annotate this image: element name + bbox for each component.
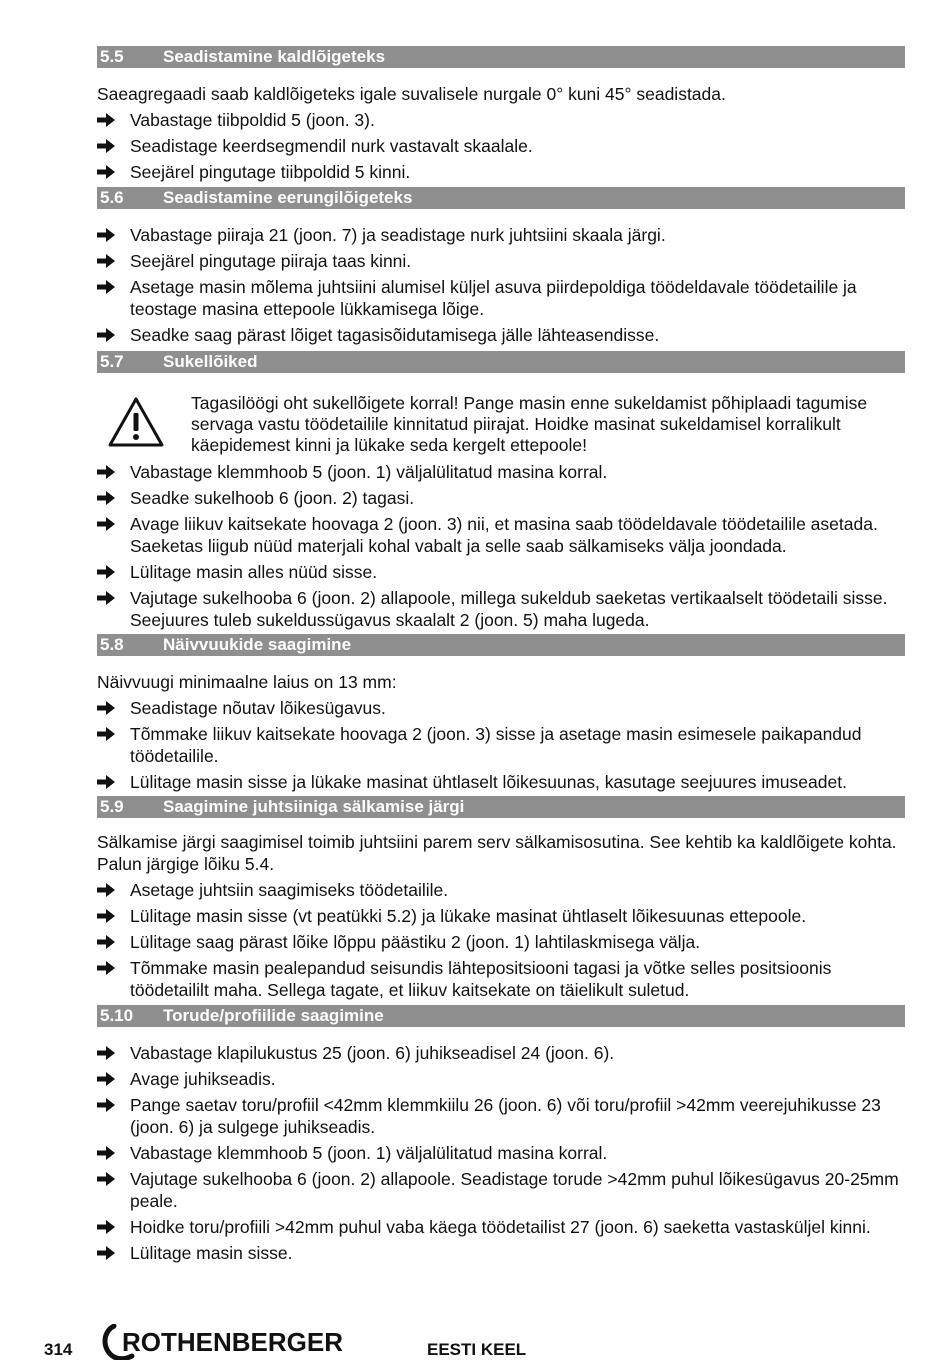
section-number: 5.9 (100, 797, 124, 816)
arrow-right-icon (97, 161, 130, 183)
list-item: Tõmmake masin pealepandud seisundis lähtepositsiooni tagasi ja võtke selles positsioonis töödetaililt maha. Sellega tagate, et liikuv kaitsekate on täielikult suletud. (97, 957, 905, 1001)
bullet-list (97, 1042, 905, 1264)
arrow-right-icon (97, 1216, 130, 1238)
arrow-right-icon (97, 1242, 130, 1264)
arrow-right-icon (97, 905, 130, 927)
brand-name: ROTHENBERGER (122, 1327, 344, 1357)
section-header-5-10 (97, 1005, 905, 1027)
list-item: Vajutage sukelhooba 6 (joon. 2) allapoole, millega sukeldub saeketas vertikaalselt töödetaili sisse. Seejuures tuleb sukeldussügavus skaalalt 2 (joon. 5) maha lugeda. (97, 587, 905, 631)
bullet-list (97, 697, 905, 793)
page-footer (0, 1322, 950, 1362)
section-header-5-5 (97, 46, 905, 68)
section-header-5-6 (97, 187, 905, 209)
list-item: Lülitage masin sisse. (97, 1242, 905, 1264)
arrow-right-icon (97, 513, 130, 557)
warning-text: Tagasilöögi oht sukellõigete korral! Pange masin enne sukeldamist põhiplaadi tagumise servaga vastu töödetailile kinnitatud piirajat. Hoidke masinat sukeldamisel korralikult käepidemest kinni ja lükake seda kergelt ettepoole! (191, 393, 868, 455)
list-item: Avage liikuv kaitsekate hoovaga 2 (joon. 3) nii, et masina saab töödeldavale töödetailile asetada. Saeketas liigub nüüd materjali kohal vabalt ja selle saab sälkamiseks välja joondada. (97, 513, 905, 557)
section-intro: Näivvuugi minimaalne laius on 13 mm: (97, 672, 397, 692)
list-item: Lülitage saag pärast lõike lõppu päästiku 2 (joon. 1) lahtilaskmisega välja. (97, 931, 905, 953)
list-item: Pange saetav toru/profiil <42mm klemmkiilu 26 (joon. 6) või toru/profiil >42mm veerejuhikusse 23 (joon. 6) ja sulgege juhikseadis. (97, 1094, 905, 1138)
section-header-5-8 (97, 634, 905, 656)
list-item: Vajutage sukelhooba 6 (joon. 2) allapoole. Seadistage torude >42mm puhul lõikesügavus 20-25mm peale. (97, 1168, 905, 1212)
section-header-5-9 (97, 796, 905, 818)
list-item: Tõmmake liikuv kaitsekate hoovaga 2 (joon. 3) sisse ja asetage masin esimesele paikapandud töödetailile. (97, 723, 905, 767)
arrow-right-icon (97, 1042, 130, 1064)
list-item: Vabastage klemmhoob 5 (joon. 1) väljalülitatud masina korral. (97, 461, 905, 483)
arrow-right-icon (97, 461, 130, 483)
section-number: 5.6 (100, 188, 124, 207)
list-item: Seadke sukelhoob 6 (joon. 2) tagasi. (97, 487, 905, 509)
arrow-right-icon (97, 276, 130, 320)
arrow-right-icon (97, 135, 130, 157)
language-label: EESTI KEEL (427, 1340, 527, 1359)
list-item: Asetage juhtsiin saagimiseks töödetailile. (97, 879, 905, 901)
section-title: Saagimine juhtsiiniga sälkamise järgi (163, 797, 465, 816)
bullet-list (97, 224, 905, 346)
list-item: Seadke saag pärast lõiget tagasisõidutamisega jälle lähteasendisse. (97, 324, 905, 346)
arrow-right-icon (97, 109, 130, 131)
list-item: Seejärel pingutage piiraja taas kinni. (97, 250, 905, 272)
section-number: 5.7 (100, 352, 124, 371)
list-item: Lülitage masin sisse (vt peatükki 5.2) ja lükake masinat ühtlaselt lõikesuunas ettepoole. (97, 905, 905, 927)
arrow-right-icon (97, 1094, 130, 1138)
arrow-right-icon (97, 1168, 130, 1212)
section-intro: Sälkamise järgi saagimisel toimib juhtsiini parem serv sälkamisosutina. See kehtib ka kaldlõigete kohta. Palun järgige lõiku 5.4. (97, 832, 897, 874)
arrow-right-icon (97, 879, 130, 901)
section-number: 5.8 (100, 635, 124, 654)
arrow-right-icon (97, 697, 130, 719)
list-item: Seejärel pingutage tiibpoldid 5 kinni. (97, 161, 905, 183)
section-number: 5.10 (100, 1006, 134, 1025)
section-title: Näivvuukide saagimine (163, 635, 352, 654)
arrow-right-icon (97, 723, 130, 767)
arrow-right-icon (97, 931, 130, 953)
list-item: Hoidke toru/profiili >42mm puhul vaba käega töödetailist 27 (joon. 6) saeketta vastasküljel kinni. (97, 1216, 905, 1238)
section-number: 5.5 (100, 47, 124, 66)
rothenberger-logo (98, 1324, 348, 1360)
list-item: Seadistage nõutav lõikesügavus. (97, 697, 905, 719)
bullet-list (97, 461, 905, 631)
arrow-right-icon (97, 587, 130, 631)
section-title: Torude/profiilide saagimine (163, 1006, 384, 1025)
arrow-right-icon (97, 487, 130, 509)
arrow-right-icon (97, 957, 130, 1001)
arrow-right-icon (97, 1142, 130, 1164)
arrow-right-icon (97, 224, 130, 246)
arrow-right-icon (97, 561, 130, 583)
list-item: Vabastage piiraja 21 (joon. 7) ja seadistage nurk juhtsiini skaala järgi. (97, 224, 905, 246)
section-title: Sukellõiked (163, 352, 258, 371)
arrow-right-icon (97, 1068, 130, 1090)
arrow-right-icon (97, 771, 130, 793)
list-item: Seadistage keerdsegmendil nurk vastavalt skaalale. (97, 135, 905, 157)
arrow-right-icon (97, 250, 130, 272)
list-item: Avage juhikseadis. (97, 1068, 905, 1090)
list-item: Vabastage tiibpoldid 5 (joon. 3). (97, 109, 905, 131)
section-title: Seadistamine eerungilõigeteks (163, 188, 413, 207)
list-item: Asetage masin mõlema juhtsiini alumisel küljel asuva piirdepoldiga töödeldavale töödetailile ja teostage masina ettepoole lükkamisega lõige. (97, 276, 905, 320)
warning-triangle-icon (97, 393, 191, 456)
section-title: Seadistamine kaldlõigeteks (163, 47, 386, 66)
page-number: 314 (44, 1340, 73, 1359)
section-intro: Saeagregaadi saab kaldlõigeteks igale suvalisele nurgale 0° kuni 45° seadistada. (97, 84, 726, 104)
section-header-5-7 (97, 351, 905, 373)
list-item: Vabastage klemmhoob 5 (joon. 1) väljalülitatud masina korral. (97, 1142, 905, 1164)
list-item: Vabastage klapilukustus 25 (joon. 6) juhikseadisel 24 (joon. 6). (97, 1042, 905, 1064)
bullet-list (97, 109, 905, 183)
bullet-list (97, 879, 905, 1001)
list-item: Lülitage masin alles nüüd sisse. (97, 561, 905, 583)
document-page (97, 46, 905, 1264)
list-item: Lülitage masin sisse ja lükake masinat ühtlaselt lõikesuunas, kasutage seejuures imuseadet. (97, 771, 905, 793)
warning-block (97, 393, 905, 456)
arrow-right-icon (97, 324, 130, 346)
